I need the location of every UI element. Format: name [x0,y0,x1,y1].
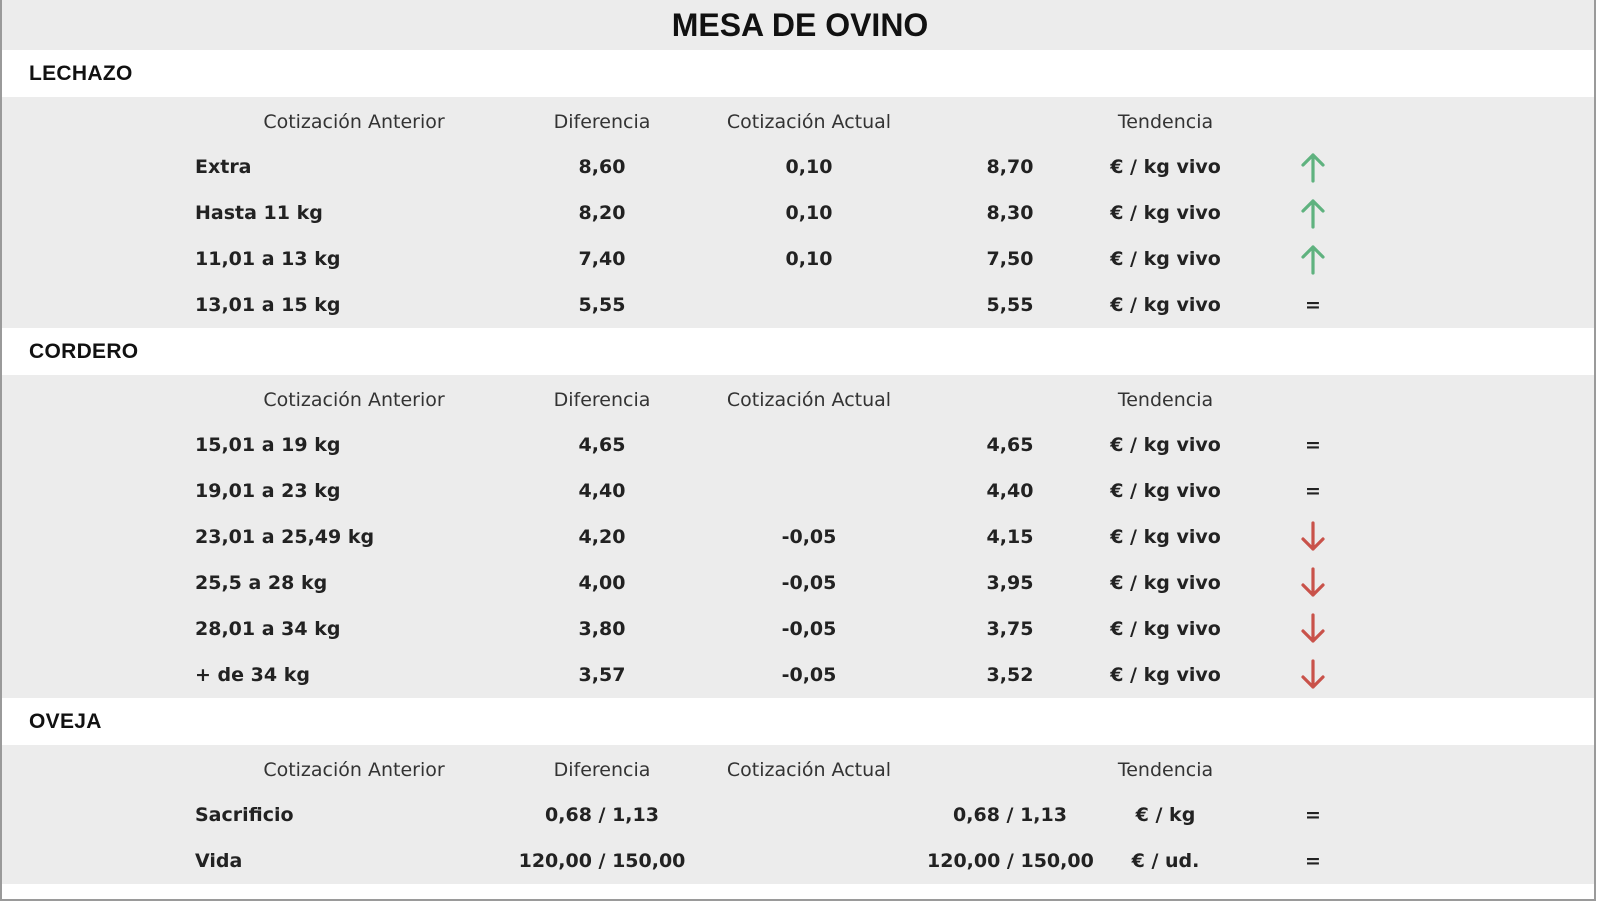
previous-price: 4,20 [578,526,626,548]
header-cotizacion-actual: Cotización Actual [726,110,892,133]
table-row [2,236,1594,282]
column-header-row [2,99,1594,144]
equal-sign: = [1305,480,1321,502]
header-diferencia: Diferencia [553,388,651,411]
table-row [2,468,1594,514]
current-price: 8,70 [986,156,1034,178]
equal-sign: = [1305,434,1321,456]
trend-indicator [1238,850,1388,872]
price-difference: 0,10 [785,248,833,270]
arrow-up-icon [1300,151,1326,183]
previous-price: 5,55 [578,294,626,316]
price-difference: 0,10 [785,156,833,178]
section-header [2,328,1594,375]
previous-price: 120,00 / 150,00 [518,850,686,872]
previous-price: 8,60 [578,156,626,178]
title-bar [2,0,1594,50]
current-price: 120,00 / 150,00 [927,850,1094,872]
table-row [2,514,1594,560]
section-body [2,745,1594,884]
price-unit: € / ud. [1131,850,1200,872]
price-unit: € / kg vivo [1110,664,1221,686]
row-label: 28,01 a 34 kg [195,618,341,640]
price-unit: € / kg vivo [1110,434,1221,456]
current-price: 4,15 [986,526,1034,548]
trend-indicator [1238,521,1388,553]
previous-price: 3,80 [578,618,626,640]
previous-price: 4,00 [578,572,626,594]
trend-indicator [1238,480,1388,502]
column-header-row [2,747,1594,792]
header-diferencia: Diferencia [553,758,651,781]
trend-indicator [1238,243,1388,275]
equal-sign: = [1305,804,1321,826]
header-tendencia: Tendencia [1117,388,1214,411]
current-price: 4,40 [986,480,1034,502]
table-row [2,422,1594,468]
price-unit: € / kg vivo [1110,618,1221,640]
current-price: 4,65 [986,434,1034,456]
price-difference: 0,10 [785,202,833,224]
current-price: 7,50 [986,248,1034,270]
section-title: CORDERO [29,339,139,363]
current-price: 3,52 [986,664,1034,686]
previous-price: 0,68 / 1,13 [545,804,659,826]
arrow-down-icon [1300,567,1326,599]
trend-indicator [1238,613,1388,645]
table-row [2,560,1594,606]
table-row [2,652,1594,698]
row-label: Sacrificio [195,804,294,826]
section-header [2,698,1594,745]
current-price: 5,55 [986,294,1034,316]
table-row [2,606,1594,652]
price-difference: -0,05 [781,664,837,686]
trend-indicator [1238,197,1388,229]
price-unit: € / kg vivo [1110,156,1221,178]
price-difference: -0,05 [781,618,837,640]
header-cotizacion-anterior: Cotización Anterior [263,758,445,781]
previous-price: 7,40 [578,248,626,270]
header-tendencia: Tendencia [1117,110,1214,133]
price-unit: € / kg vivo [1110,480,1221,502]
price-difference: -0,05 [781,572,837,594]
trend-indicator [1238,434,1388,456]
arrow-up-icon [1300,243,1326,275]
row-label: 23,01 a 25,49 kg [195,526,375,548]
trend-indicator [1238,804,1388,826]
row-label: 25,5 a 28 kg [195,572,328,594]
equal-sign: = [1305,850,1321,872]
header-tendencia: Tendencia [1117,758,1214,781]
table-row [2,190,1594,236]
row-label: Vida [195,850,243,872]
table-row [2,838,1594,884]
equal-sign: = [1305,294,1321,316]
header-cotizacion-actual: Cotización Actual [726,388,892,411]
header-cotizacion-anterior: Cotización Anterior [263,388,445,411]
price-unit: € / kg vivo [1110,572,1221,594]
current-price: 8,30 [986,202,1034,224]
arrow-down-icon [1300,659,1326,691]
price-unit: € / kg vivo [1110,526,1221,548]
trend-indicator [1238,294,1388,316]
row-label: 15,01 a 19 kg [195,434,341,456]
section-body [2,97,1594,328]
price-unit: € / kg vivo [1110,294,1221,316]
header-cotizacion-anterior: Cotización Anterior [263,110,445,133]
row-label: 13,01 a 15 kg [195,294,341,316]
page-title: MESA DE OVINO [671,6,929,43]
row-label: Hasta 11 kg [195,202,323,224]
row-label: Extra [195,156,252,178]
section-body [2,375,1594,698]
section-title: OVEJA [29,709,102,733]
table-row [2,792,1594,838]
previous-price: 3,57 [578,664,626,686]
price-difference: -0,05 [781,526,837,548]
price-unit: € / kg [1135,804,1196,826]
previous-price: 4,65 [578,434,626,456]
current-price: 3,75 [986,618,1034,640]
arrow-up-icon [1300,197,1326,229]
row-label: 11,01 a 13 kg [195,248,341,270]
arrow-down-icon [1300,613,1326,645]
table-row [2,144,1594,190]
section-title: LECHAZO [29,61,133,85]
row-label: 19,01 a 23 kg [195,480,341,502]
trend-indicator [1238,659,1388,691]
trend-indicator [1238,151,1388,183]
header-cotizacion-actual: Cotización Actual [726,758,892,781]
row-label: + de 34 kg [195,664,310,686]
column-header-row [2,377,1594,422]
arrow-down-icon [1300,521,1326,553]
current-price: 3,95 [986,572,1034,594]
header-diferencia: Diferencia [553,110,651,133]
price-unit: € / kg vivo [1110,248,1221,270]
table-row [2,282,1594,328]
previous-price: 8,20 [578,202,626,224]
price-unit: € / kg vivo [1110,202,1221,224]
sections-container [2,50,1594,884]
section-header [2,50,1594,97]
current-price: 0,68 / 1,13 [953,804,1067,826]
previous-price: 4,40 [578,480,626,502]
trend-indicator [1238,567,1388,599]
